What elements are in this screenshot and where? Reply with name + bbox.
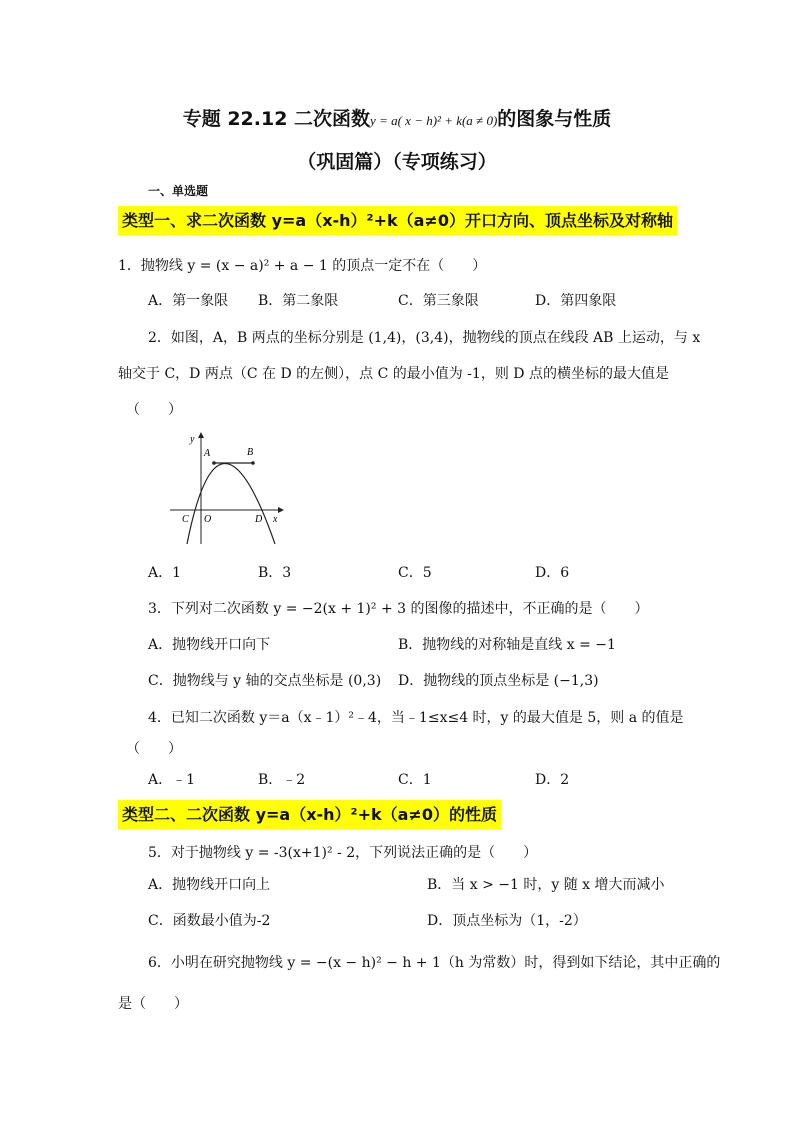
q4-option-b: B．﹣2: [258, 772, 306, 788]
type2-heading: 类型二、二次函数 y=a（x-h）²+k（a≠0）的性质: [118, 800, 501, 829]
question-2-stem-line2: 轴交于 C，D 两点（C 在 D 的左侧），点 C 的最小值为 -1，则 D 点的横坐标的最大值是: [118, 366, 669, 382]
question-2-stem-line3: （ ）: [126, 402, 182, 418]
q2-option-b: B．3: [258, 565, 292, 581]
document-subtitle: （巩固篇）（专项练习）: [297, 151, 497, 173]
q3-option-c: C．抛物线与 y 轴的交点坐标是 (0,3): [148, 673, 382, 689]
question-2-stem-line1: 2．如图，A，B 两点的坐标分别是 (1,4)，(3,4)，抛物线的顶点在线段 AB 上运动，与 x: [148, 330, 701, 346]
q1-option-a: A．第一象限: [148, 293, 229, 309]
q1-option-c: C．第三象限: [398, 293, 479, 309]
label-y: y: [190, 434, 195, 445]
q5-option-a: A．抛物线开口向上: [148, 877, 271, 893]
q1-option-d: D．第四象限: [535, 293, 617, 309]
question-4-stem-line2: （ ）: [126, 741, 182, 757]
q5-option-b: B．当 x > −1 时，y 随 x 增大而减小: [427, 877, 665, 893]
label-b: B: [247, 447, 254, 458]
question-1-stem: 1．抛物线 y = (x − a)² + a − 1 的顶点一定不在（ ）: [118, 258, 487, 274]
q2-option-d: D．6: [535, 565, 570, 581]
q3-option-b: B．抛物线的对称轴是直线 x = −1: [398, 637, 616, 653]
point-b: [251, 461, 255, 465]
label-a: A: [204, 448, 211, 459]
question-5-stem: 5．对于抛物线 y = -3(x+1)² - 2，下列说法正确的是（ ）: [148, 845, 538, 861]
label-x: x: [273, 514, 278, 525]
point-a: [212, 461, 216, 465]
q3-option-d: D．抛物线的顶点坐标是 (−1,3): [398, 673, 599, 689]
q4-option-c: C．1: [398, 772, 432, 788]
label-d: D: [255, 514, 263, 525]
parabola-figure: [168, 428, 288, 548]
question-6-stem-line1: 6．小明在研究抛物线 y = −(x − h)² − h + 1（h 为常数）时，得到如下结论，其中正确的: [148, 955, 721, 971]
y-axis-arrow: [198, 432, 204, 438]
q2-option-a: A．1: [148, 565, 182, 581]
q1-option-b: B．第二象限: [258, 293, 339, 309]
title-prefix: 专题 22.12 二次函数: [182, 108, 371, 130]
title-formula: y = a( x − h)² + k(a ≠ 0): [370, 113, 498, 128]
q3-option-a: A．抛物线开口向下: [148, 637, 271, 653]
q2-option-c: C．5: [398, 565, 432, 581]
document-title: [0, 104, 794, 131]
q5-option-c: C．函数最小值为-2: [148, 913, 271, 929]
section-heading: 一、单选题: [148, 184, 209, 198]
question-3-stem: 3．下列对二次函数 y = −2(x + 1)² + 3 的图像的描述中，不正确的是（ ）: [148, 601, 649, 617]
q5-option-d: D．顶点坐标为（1，-2）: [427, 913, 587, 929]
q4-option-a: A．﹣1: [148, 772, 196, 788]
parabola-curve: [187, 464, 275, 545]
q4-option-d: D．2: [535, 772, 570, 788]
x-axis-arrow: [278, 507, 284, 513]
label-c: C: [182, 514, 189, 525]
question-4-stem-line1: 4．已知二次函数 y＝a（x﹣1）²﹣4，当﹣1≤x≤4 时，y 的最大值是 5，则 a 的值是: [148, 710, 684, 726]
type1-heading: 类型一、求二次函数 y=a（x-h）²+k（a≠0）开口方向、顶点坐标及对称轴: [118, 206, 677, 235]
label-o: O: [204, 514, 212, 525]
title-suffix: 的图象与性质: [497, 108, 612, 130]
question-6-stem-line2: 是（ ）: [118, 996, 188, 1012]
